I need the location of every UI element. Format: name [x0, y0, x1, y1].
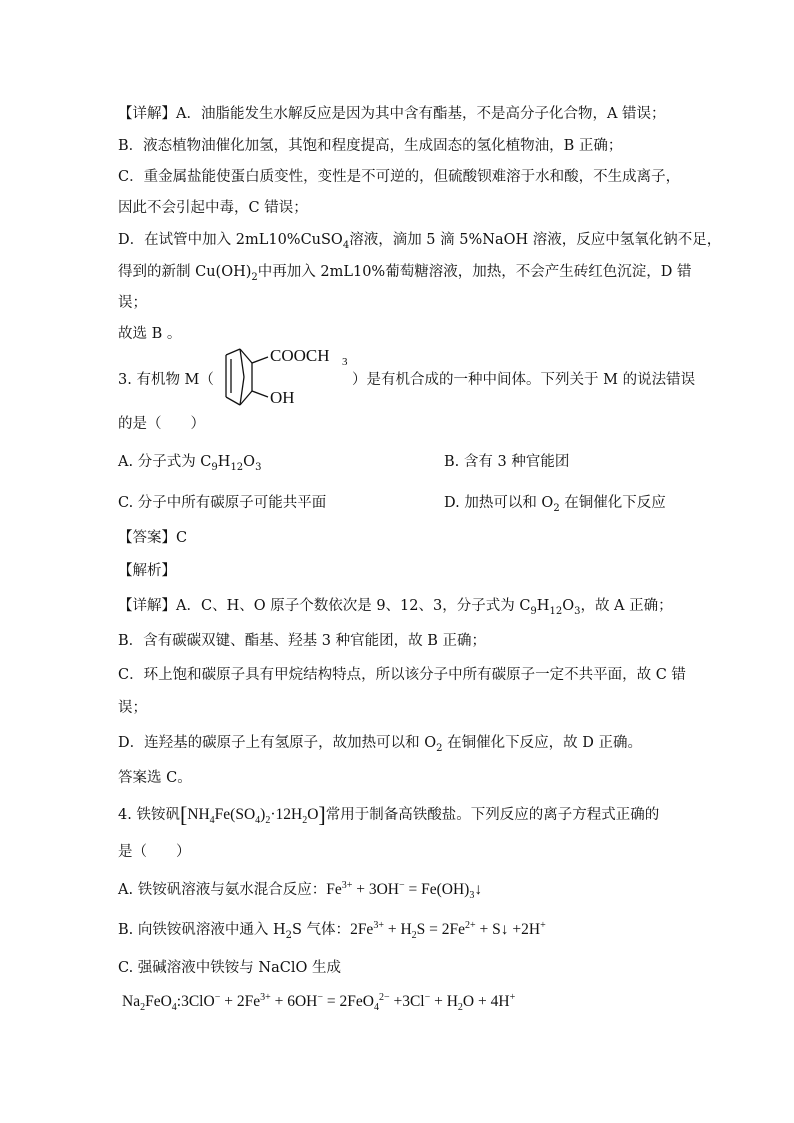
sub: 12: [230, 461, 244, 473]
sub: 2: [411, 930, 417, 942]
q2-explain-d-1: [118, 230, 721, 250]
q2-explain-a: [118, 104, 666, 124]
text: 得到的新制 Cu(OH): [118, 264, 252, 280]
text: Na: [122, 993, 141, 1010]
text: C. 强碱溶液中铁铵与 NaClO 生成: [118, 960, 341, 976]
q2-explain-d-2: [118, 262, 691, 282]
text: A. 分子式为 C: [118, 454, 212, 470]
sup: 3+: [341, 879, 353, 891]
sub: 2: [436, 742, 443, 754]
text: D．连羟基的碳原子上有氢原子，故加热可以和 O: [118, 735, 437, 751]
text: + S↓ +2H: [475, 921, 541, 938]
sup: −: [424, 991, 431, 1003]
text: 因此不会引起中毒，C 错误；: [118, 200, 308, 216]
sub: 2: [553, 502, 560, 514]
text: + 2Fe: [220, 993, 261, 1010]
sup: +: [540, 919, 546, 931]
sub: 4: [373, 1002, 379, 1014]
bracket-right: ]: [318, 802, 326, 827]
formula-alum: [179, 802, 326, 827]
q3-explain-a: [118, 596, 673, 616]
sub: 3: [574, 605, 581, 617]
q3-explain-c-1: [118, 665, 686, 685]
sub: 3: [255, 461, 262, 473]
sub-2: 2: [251, 271, 258, 283]
q3-conclusion: [118, 768, 192, 788]
text: :3ClO: [176, 993, 215, 1010]
sup: +: [509, 991, 516, 1003]
q3-option-c: [118, 493, 326, 513]
sup: 3+: [260, 991, 271, 1003]
text: 是（ ）: [118, 844, 191, 860]
sup: −: [214, 991, 221, 1003]
text: 【详解】A．C、H、O 原子个数依次是 9、12、3，分子式为 C: [118, 598, 531, 614]
q4-option-c-equation: [122, 992, 515, 1012]
text: ): [260, 806, 266, 823]
text: B. 向铁铵矾溶液中通入 H: [118, 922, 286, 938]
sup: −: [317, 991, 323, 1003]
q3-option-b: [444, 452, 569, 472]
sup: 3+: [373, 919, 384, 931]
text: S = 2Fe: [416, 921, 466, 938]
text: 的是（ ）: [118, 416, 205, 432]
sup: −: [398, 879, 405, 891]
text: 误；: [118, 295, 147, 311]
text: 答案选 C。: [118, 770, 192, 786]
q3-stem-line-2: [118, 414, 205, 434]
text: C．环上饱和碳原子具有甲烷结构特点，所以该分子中所有碳原子一定不共平面，故 C 错: [118, 667, 686, 683]
sub: 2: [265, 815, 271, 827]
text: 常用于制备高铁酸盐。下列反应的离子方程式正确的: [325, 807, 660, 823]
text: B. 含有 3 种官能团: [444, 454, 570, 470]
text: C．重金属盐能使蛋白质变性，变性是不可逆的，但硫酸钡难溶于水和酸，不生成离子，: [118, 169, 681, 185]
sub: 12: [549, 605, 563, 617]
text: C. 分子中所有碳原子可能共平面: [118, 495, 327, 511]
text: O: [562, 598, 575, 614]
text: D．在试管中加入 2mL10%CuSO: [118, 232, 343, 248]
text: = 2FeO: [323, 993, 374, 1010]
text: 4. 铁铵矾: [118, 807, 180, 823]
q3-stem-part-b: [352, 370, 695, 390]
text: FeO: [145, 993, 172, 1010]
group-cooch3-sub: 3: [342, 356, 348, 368]
text: 在铜催化下反应: [559, 495, 666, 511]
molecule-structure-m: [212, 347, 358, 409]
text: Fe: [326, 881, 342, 898]
text: 【详解】A．油脂能发生水解反应是因为其中含有酯基，不是高分子化合物，A 错误；: [118, 106, 666, 122]
text: 在铜催化下反应，故 D 正确。: [442, 735, 642, 751]
q2-explain-c-2: [118, 198, 308, 218]
text: B．含有碳碳双键、酯基、羟基 3 种官能团，故 B 正确；: [118, 633, 486, 649]
sub: 2: [302, 815, 308, 827]
text: H: [536, 598, 550, 614]
text: 【解析】: [118, 563, 176, 579]
equation: [122, 991, 516, 1014]
q3-analysis-title: [118, 561, 176, 581]
q3-answer: [118, 528, 187, 548]
sub: 3: [469, 890, 475, 902]
sub: 4: [171, 1002, 177, 1014]
sub: 4: [209, 815, 215, 827]
text: D. 加热可以和 O: [444, 495, 554, 511]
text: 【答案】C: [118, 530, 188, 546]
text: 故选 B 。: [118, 326, 182, 342]
equation: [350, 919, 546, 942]
text: S 气体：: [292, 922, 351, 938]
text: O: [243, 454, 256, 470]
sub-4: 4: [342, 239, 350, 251]
text: O + 4H: [462, 993, 510, 1010]
text: + H: [430, 993, 458, 1010]
text: O: [307, 806, 319, 823]
text: ）是有机合成的一种中间体。下列关于 M 的说法错误: [352, 372, 696, 388]
sub: 4: [255, 815, 261, 827]
text: + 3OH: [352, 881, 399, 898]
text: 溶液，滴加 5 滴 5%NaOH 溶液，反应中氢氧化钠不足，: [349, 232, 722, 248]
text: 2Fe: [350, 921, 374, 938]
text: = Fe(OH): [404, 881, 470, 898]
text: 误；: [118, 700, 147, 716]
group-oh: OH: [270, 388, 295, 407]
sup: 2−: [378, 991, 390, 1003]
q2-explain-b: [118, 136, 622, 156]
text: Fe(SO: [214, 806, 256, 823]
bracket-left: [: [179, 802, 188, 827]
text: A. 铁铵矾溶液与氨水混合反应：: [118, 882, 327, 898]
q4-option-a: [118, 880, 482, 900]
q3-explain-d: [118, 733, 642, 753]
sub: 2: [457, 1002, 463, 1014]
equation: [326, 879, 483, 902]
sub: 9: [211, 461, 218, 473]
sub: 2: [285, 929, 293, 941]
text: B．液态植物油催化加氢，其饱和程度提高，生成固态的氢化植物油，B 正确；: [118, 138, 623, 154]
sub: 2: [140, 1002, 146, 1014]
sub: 9: [530, 605, 537, 617]
q3-explain-b: [118, 631, 486, 651]
q2-conclusion: [118, 324, 181, 344]
text: NH: [187, 806, 210, 823]
q2-explain-c-1: [118, 167, 680, 187]
group-cooch3: COOCH: [270, 347, 330, 365]
text: 3. 有机物 M（: [118, 372, 214, 388]
q4-stem-line-2: [118, 842, 191, 862]
q3-option-d: [444, 493, 666, 513]
text: +3Cl: [389, 993, 425, 1010]
text: ↓: [474, 881, 483, 898]
sup: 2+: [465, 919, 476, 931]
q4-stem: [118, 802, 660, 827]
text: ，故 A 正确；: [580, 598, 673, 614]
q3-option-a: [118, 452, 261, 472]
q4-option-b: [118, 920, 546, 940]
text: ·12H: [270, 806, 303, 823]
q3-stem-part-a: [118, 370, 214, 390]
text: + H: [383, 921, 412, 938]
q2-explain-d-3: [118, 293, 147, 313]
bicyclic-ring: [226, 349, 268, 405]
q3-explain-c-2: [118, 698, 147, 718]
text: 中再加入 2mL10%葡萄糖溶液，加热，不会产生砖红色沉淀，D 错: [257, 264, 692, 280]
q4-option-c: [118, 958, 341, 978]
text: + 6OH: [270, 993, 318, 1010]
text: H: [217, 454, 231, 470]
